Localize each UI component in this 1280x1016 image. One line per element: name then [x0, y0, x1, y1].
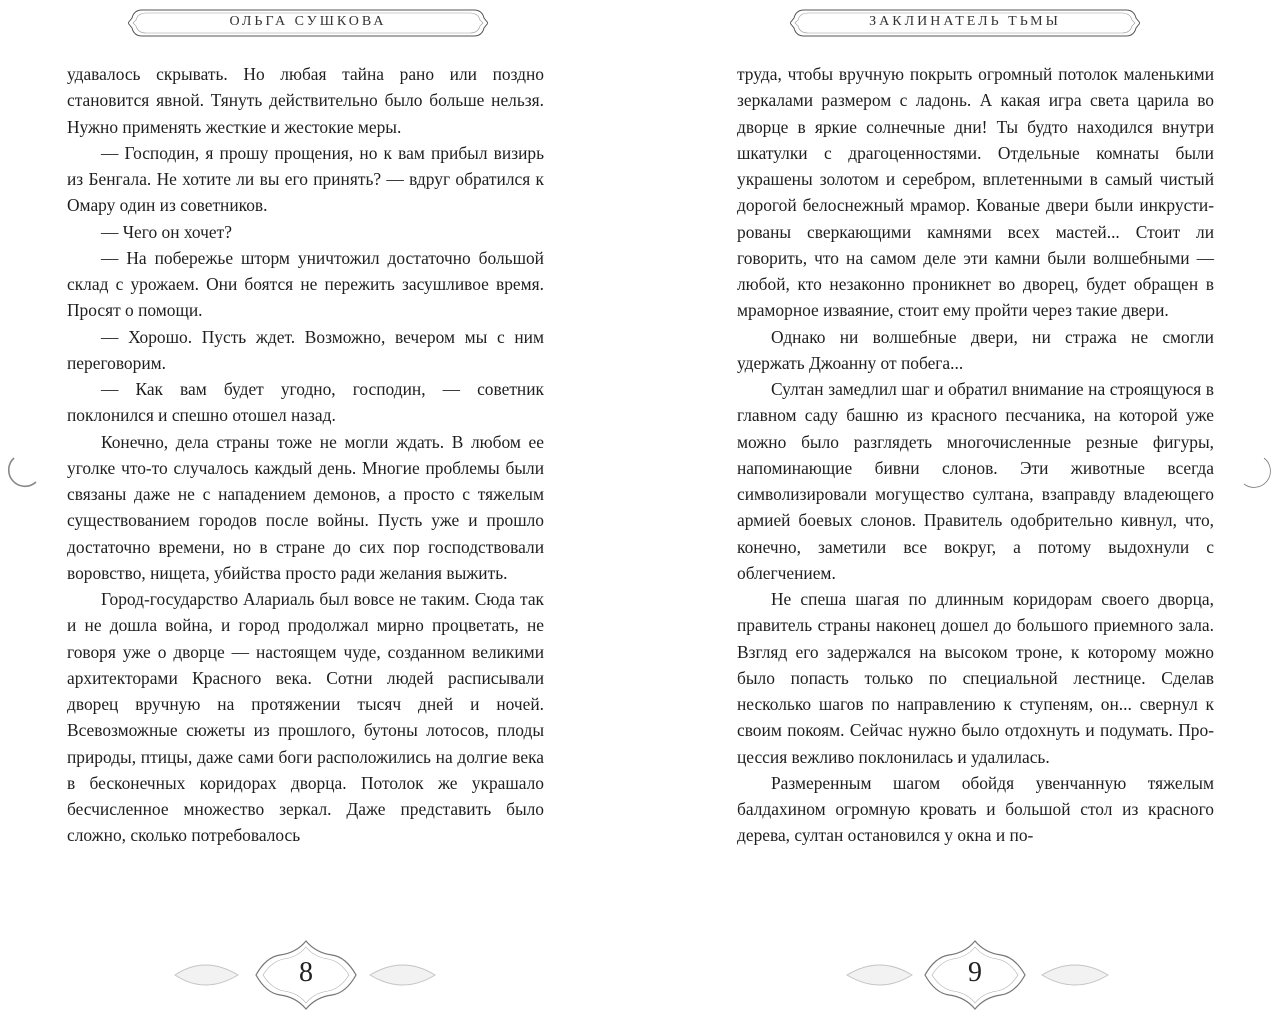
paragraph: — Чего он хочет?	[101, 221, 232, 242]
left-body-text	[67, 61, 544, 849]
paragraph: труда, чтобы вручную покрыть огромный потолок маленькими зеркалами размером с ладонь. А какая игра света царила во дворце в яркие солнечные дни! Ты будто находился внутри шкатулки с драгоценностями. Отдельные комнаты были украшены золотом и серебром, вплетенными в самый чистый дорогой белоснежный мрамор. Кованые двери были инкрустированы сверкающими камнями всех мастей... Стоит ли говорить, что на самом деле эти камни были волшебными — любой, кто незаконно проникнет во дворец, будет обращен в мраморное изваяние, стоит ему пройти через такие двери.	[737, 64, 1214, 321]
page-number: 9	[968, 957, 982, 988]
right-running-head	[790, 6, 1140, 40]
right-body-text	[737, 61, 1214, 849]
paragraph: — Как вам будет угодно, господин, — советник поклонился и спешно отошел назад.	[67, 379, 544, 426]
paragraph: Не спеша шагая по длинным коридорам своего дворца, правитель страны наконец дошел до большого приемного зала. Взгляд его задержался на высоком троне, к которому можно было попасть только по специальной лестнице. Сделав несколько шагов по направлению к ступеням, он... свернул к своим покоям. Сейчас нужно было отдохнуть и подумать. Процессия вежливо поклонилась и удалилась.	[737, 589, 1214, 767]
right-page	[640, 0, 1280, 1016]
paragraph: удавалось скрывать. Но любая тайна рано или поздно становится явной. Тянуть действительно было больше нельзя. Нужно применять жесткие и жестокие меры.	[67, 64, 544, 137]
running-head-author: ОЛЬГА СУШКОВА	[229, 14, 387, 29]
running-head-title: ЗАКЛИНАТЕЛЬ ТЬМЫ	[869, 14, 1061, 29]
left-page-footer	[0, 935, 640, 1015]
left-running-head	[128, 6, 488, 40]
paragraph: Город-государство Алариаль был вовсе не таким. Сюда так и не дошла война, и город продолжал мирно процветать, не говоря уже о дворце — настоящем чуде, созданном великими архитекторами Красного века. Сотни людей расписывали дворец вручную на протяжении тысяч дней и ночей. Всевозможные сюжеты из прошлого, бутоны лотосов, плоды природы, птицы, даже сами боги расположились на долгие века в бесконечных коридорах дворца. Потолок же украшало бесчисленное множество зеркал. Даже представить было сложно, сколько потребовалось	[67, 589, 544, 846]
paragraph: Однако ни волшебные двери, ни стража не смогли удержать Джоанну от побега...	[737, 326, 1214, 373]
paragraph: Конечно, дела страны тоже не могли ждать. В любом ее уголке что-то случалось каждый день. Многие проблемы были связаны даже не с нападением демонов, а просто с тяжелым существованием городов после войны. Пусть уже и прошло достаточно времени, но в стране до сих пор господствовали воровство, нищета, убийства просто ради желания выжить.	[67, 431, 544, 583]
paragraph: — На побережье шторм уничтожил достаточно большой склад с урожаем. Они боятся не пережить засушливое время. Просят о помощи.	[67, 247, 544, 321]
page-number: 8	[299, 957, 313, 988]
paragraph: — Хорошо. Пусть ждет. Возможно, вечером мы с ним переговорим.	[67, 326, 544, 373]
right-page-footer	[640, 935, 1280, 1015]
paragraph: — Господин, я прошу прощения, но к вам прибыл визирь из Бенгала. Не хотите ли вы его принять? — вдруг обратился к Омару один из советников.	[67, 142, 544, 216]
paragraph: Размеренным шагом обойдя увенчанную тяжелым балдахином огромную кровать и большой стол из красного дерева, султан остановился у окна и по-	[737, 772, 1214, 846]
crescent-moon-outline-icon	[0, 454, 40, 494]
paragraph: Султан замедлил шаг и обратил внимание на строящуюся в главном саду башню из красного песчаника, на которой уже можно было разглядеть многочисленные резные фигуры, напоминающие бивни слонов. Эти животные всегда символизировали могущество султана, взаправду владеющего армией боевых слонов. Правитель одобрительно кивнул, что, конечно, заметили все вокруг, а потому выдохнули с облегчением.	[737, 379, 1214, 583]
crescent-moon-filled-icon	[1240, 454, 1280, 494]
